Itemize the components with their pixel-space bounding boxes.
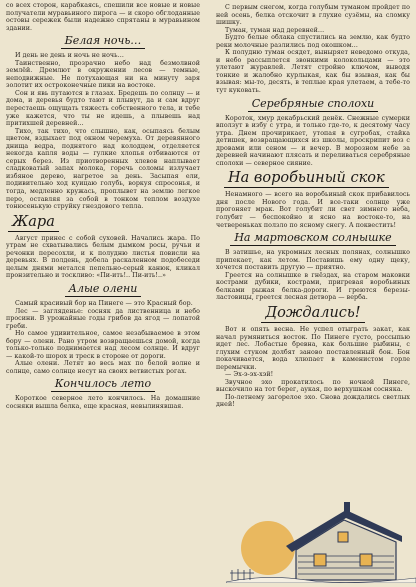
paragraph: Вот и опять весна. Не успел отыграть закат, как начал румяниться восток. По Пинеге густо, россыпью идет лес. Лобастые бревна, как большие рыбины, с глухим стуком долбят заново поставленный бон. Бон покачивается, вода хлюпает в каменистом горле перемычки. (216, 325, 410, 371)
left-column (6, 2, 200, 411)
sun-icon (241, 521, 295, 575)
right-column (216, 4, 410, 409)
heading-na-martovskom-solnyshke (216, 229, 410, 249)
heading-dozhdalis (216, 302, 410, 326)
paragraph: Таинственно, прозрачно небо над безмолвной землёй. Дремлют в окружении лесов — темные, неподвижные. Не потухающая ни на минуту заря золотит их остроконечные пики на востоке. (6, 59, 200, 90)
heading-serebryanye-spolokhi (216, 95, 410, 115)
paragraph: Ненамного — всего на воробьиный скок прибавилось дня после Нового года. И все-таки солнце уже прогоняет мрак. Вот голубит ли свет зимнего неба, голубит — беспокойно и ясно на востоке-то, на четвереньках ползло по ясному снегу. А поквестить! (216, 191, 410, 229)
paragraph: И день не день и ночь не ночь… (15, 52, 124, 60)
heading-text: На воробьиный скок (224, 170, 389, 188)
paragraph: Сон и явь путаются в глазах. Бредешь по солнцу — и дома, и деревья будто тают и плывут, да и сам вдруг перестаешь ощущать тяжесть собственного тела, и тебе уже кажется, что ты не идешь, а плывешь над притихшей деревней… (6, 89, 200, 128)
paragraph: Тихо, так тихо, что слышно, как, осыпаясь белым цветом, вздыхает под окном черемуха. От деревянного днища ведра, поднятого над колодцем, отделяется некогда капля воды — гулкие хлопья отбиваются от серых берез. Из приотворенных хлевов наплывает сладковатый запах молока, горечь соломы излучает избяное дерево, нагретое за день. Засыпая ели, подивительно ход куицаю голубь, воркуя спросонья, и тогда, медленно кружась, проплывет на землю легкое перо, оставляя за собой в тонком теплом воздухе тонюсенькую струйку гнездового тепла. (6, 127, 200, 211)
heading-belaya-noch (6, 32, 200, 52)
paragraph: Короток, хмур декабрьский денёк. Снежные сумерки вползут в избу с утра, и только где-то, к десятому часу утра. Днем прочирикает, утопая в сугробах, стайка детишек, возвращающихся из школы, проскрипит воз с дровами или сеном — и вечер. В морозном небе за деревней начинают плясать и переливаться серебряные сполохи — северное сияние. (216, 114, 410, 167)
heading-text: Дождались! (261, 305, 364, 323)
heading-zhara (6, 211, 200, 235)
paragraph: Но самое удивительное, самое незабываемое в этом бору — олени. Рано утром возвращаешься домой, когда только-только поднимается над лесом солнце. И вдруг — какой-то шорох и треск в стороне от дороги. (6, 330, 200, 360)
attic-window-icon (338, 532, 348, 542)
heading-text: На мартовском солнышке (230, 232, 395, 246)
paragraph: Звучное эхо прокатилось по ночной Пинеге, выскочило на тот берег, аукая, по верхушкам сосняка. (216, 378, 410, 394)
paragraph: Лес — загляденье: сосняк да лиственница и небо просини. В урожайные годы грибов да ягод — лопатой греби. (6, 307, 200, 330)
paragraph: В затишье, на укромных лесных полянах, солнышко припекает, как летом. Поставишь ему одну щеку, хочется поставить другую — приятно. (216, 249, 410, 272)
heading-alye-oleni (6, 280, 200, 300)
paragraph: Алые олени. Летят во весь мах по белой волне и солнце, само солнце несут на своих ветвистых рогах. (6, 360, 200, 375)
window-icon (360, 554, 372, 566)
heading-konchilos-leto (6, 375, 200, 395)
window-icon (314, 554, 326, 566)
village-house-winter-drawing-icon (226, 496, 416, 583)
heading-na-vorobiny-skok (216, 167, 410, 191)
paragraph: Будто белые облака спустились на землю, как будто реки молочные разлились под окошком… (216, 34, 410, 49)
paragraph: со всех сторон, карабкаясь, спешили все новые и новые получатели муравьиного пирога — и скоро обглоданные остовы сережек были надежно спрятаны в муравьином здании. (6, 2, 200, 32)
paragraph: Туман, туман над деревней… (225, 26, 325, 34)
paragraph: — Эх-э-эх-хэй! (225, 371, 274, 379)
heading-text: Белая ночь… (61, 35, 146, 49)
paragraph: По-летнему загорелое эхо. Снова дождались светлых дней! (216, 393, 410, 409)
village-house-illustration (226, 496, 416, 583)
paragraph: Короткое северное лето кончилось. На домашние сосняки вышла белка, еще красная, невылинявшая. (6, 395, 200, 410)
paragraph: Самый красивый бор на Пинеге — это Красный бор. (15, 299, 193, 307)
chimney-icon (344, 502, 350, 516)
heading-text: Алые олени (65, 283, 142, 297)
heading-text: Серебряные сполохи (248, 98, 379, 112)
heading-text: Кончилось лето (51, 378, 155, 392)
paragraph: К полудню туман осядет, выныряет неведомо откуда, и небо рассыплется звонкими колокольцами — это улетают журавлей. Летят стройно ключом, выводя тонкие и жалобно курлыкая, как бы взывая, как бы взывая: мы-то, десять, в теплые края улетаем, а тебе-то тут куковать. (216, 49, 410, 95)
paragraph: Греется на солнышке в гнёздах, на старом маковки кострами дубики, кострами, пригревая воробьиных белками рыжая белка-дороги. И греются березы-ластовицы, греется лесная детвора — верба. (216, 271, 410, 302)
heading-text: Жара (8, 214, 59, 232)
paragraph: Август принес с собой суховей. Начались жара. По утрам не схватывались белым дымком росы, ручьи и речонки пересохли, и к полудню листья повисли на деревьях. В полдень, добела раскаленном подобеседи целым днями метался пепельно-серый канюк, кликал пронзительно и тоскливо: «Пи-ить!.. Пи-ить!..» (6, 234, 200, 280)
paragraph: С первым снегом, когда голубым туманом пройдет по ней осень, белка отскочит в глухие сузёмы, на сломку шишку. (216, 4, 410, 27)
fence-icon (230, 569, 254, 580)
